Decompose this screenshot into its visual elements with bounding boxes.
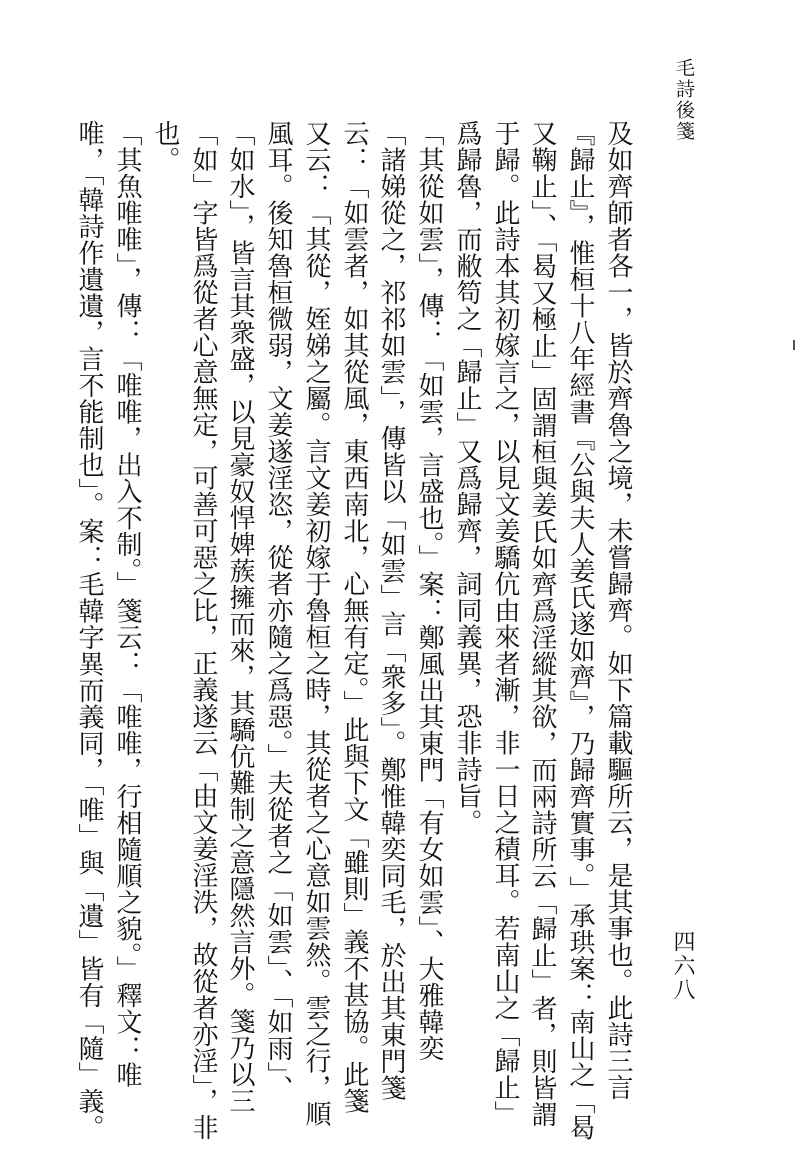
text-column-1: 及如齊師者各一，皆於齊魯之境，未嘗歸齊。如下篇載驅所云，是其事也。此詩三言 bbox=[603, 120, 633, 1101]
page-number: 四六八 bbox=[670, 930, 695, 1002]
text-column-15: 唯，「韓詩作遺遺，言不能制也」。案：毛韓字異而義同，「唯」與「遺」皆有「隨」義。 bbox=[74, 120, 104, 1141]
text-column-5: 爲歸魯，而敝笱之「歸止」又爲歸齊，詞同義異，恐非詩旨。 bbox=[452, 120, 482, 836]
text-column-4: 于歸。此詩本其初嫁言之，以見文姜驕伉由來者漸，非一日之積耳。若南山之「歸止」 bbox=[490, 120, 520, 1127]
text-column-11: 「如水」，皆言其衆盛，以見豪奴悍婢蔟擁而來，其驕伉難制之意隱然言外。箋乃以三 bbox=[225, 120, 255, 1114]
text-column-3: 又鞠止」、「曷又極止」固謂桓與姜氏如齊爲淫縱其欲，而兩詩所云「歸止」者，則皆謂 bbox=[527, 120, 557, 1128]
text-column-10: 風耳。後知魯桓微弱，文姜遂淫恣，從者亦隨之爲惡。」夫從者之「如雲」、「如雨」、 bbox=[263, 120, 293, 1102]
running-header-title: 毛詩後箋 bbox=[673, 58, 695, 142]
text-column-14: 「其魚唯唯」，傳：「唯唯，出入不制。」箋云：「唯唯，行相隨順之貌。」釋文：唯 bbox=[112, 120, 142, 1088]
text-column-12: 「如」字皆爲從者心意無定，可善可惡之比，正義遂云「由文姜淫泆，故從者亦淫」，非 bbox=[188, 120, 218, 1141]
text-column-9: 又云：「其從，姪娣之屬。言文姜初嫁于魯桓之時，其從者之心意如雲然。雲之行，順 bbox=[301, 120, 331, 1127]
text-column-7: 「諸娣從之，祁祁如雲」，傳皆以「如雲」言「衆多」。鄭惟韓奕同毛，於出其東門箋 bbox=[376, 120, 406, 1101]
text-column-2: 『歸止』，惟桓十八年經書『公與夫人姜氏遂如齊』，乃歸齊實事。」承珙案：南山之「曷 bbox=[565, 120, 595, 1141]
text-column-8: 云：「如雲者，如其從風，東西南北，心無有定。」此與下文「雖則」義不甚協。此箋 bbox=[339, 120, 369, 1114]
text-column-6: 「其從如雲」，傳：「如雲，言盛也。」案：鄭風出其東門「有女如雲」、大雅韓奕 bbox=[414, 120, 444, 1062]
scan-edge-mark bbox=[793, 340, 795, 350]
text-column-13: 也。 bbox=[150, 120, 180, 173]
